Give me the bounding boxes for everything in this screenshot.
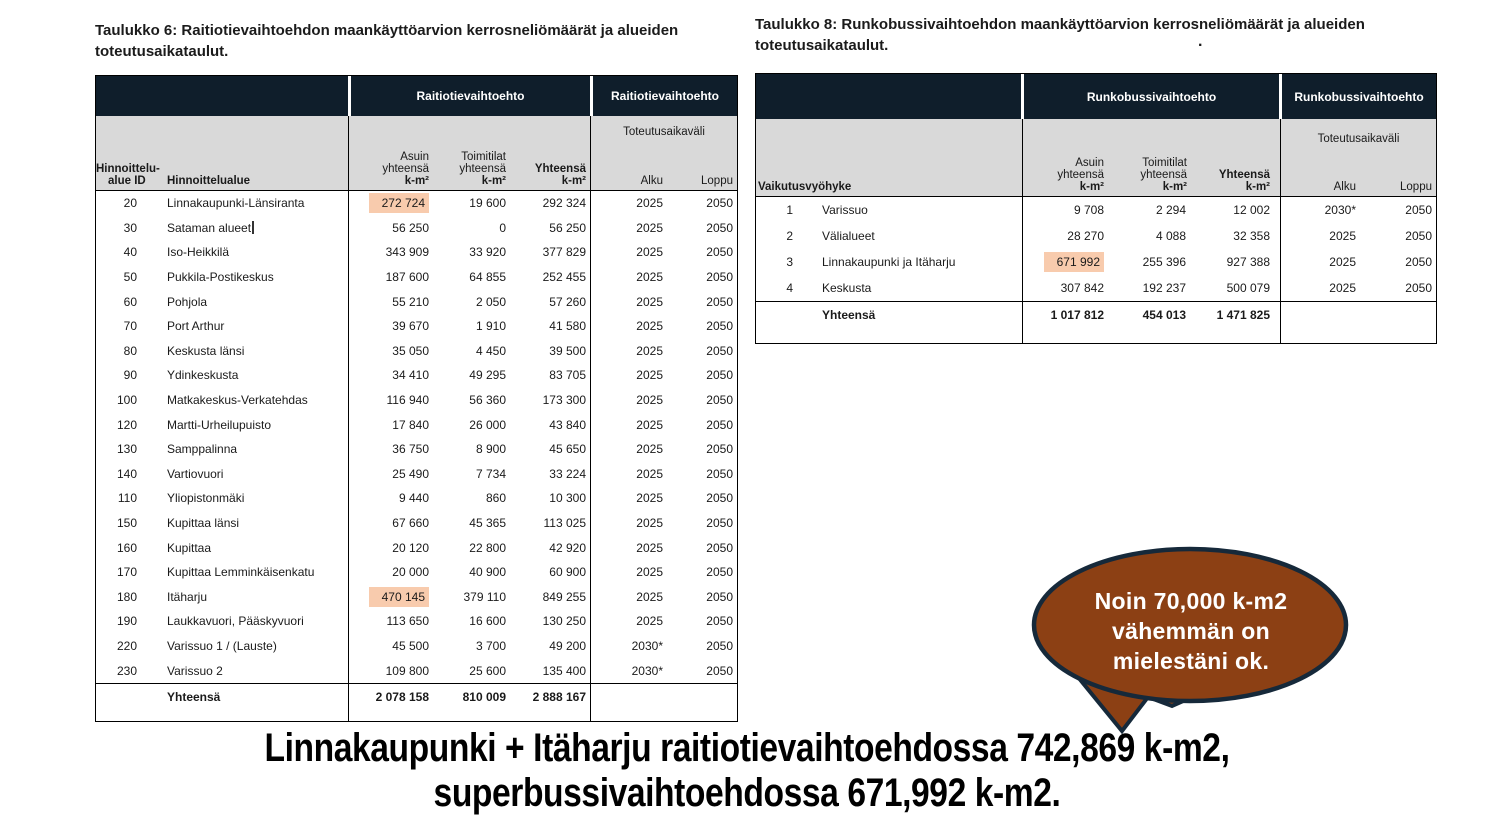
table-row xyxy=(96,216,737,241)
section-divider xyxy=(348,116,349,721)
cell-asuin: 9 440 xyxy=(398,491,429,506)
cell-area: Samppalinna xyxy=(167,442,238,457)
table6 xyxy=(95,75,738,722)
cell-id: 50 xyxy=(123,270,137,285)
cell-area: Itäharju xyxy=(167,589,208,604)
table8-title xyxy=(755,14,1415,56)
cell-area: Keskusta länsi xyxy=(167,343,245,358)
cell-id: 20 xyxy=(123,196,137,211)
cell-alku: 2025 xyxy=(636,417,663,432)
header-area: Vaikutusvyöhyke xyxy=(758,181,852,193)
cell-alku: 2025 xyxy=(636,491,663,506)
cell-yhteensa: 33 224 xyxy=(549,466,586,481)
cell-yhteensa: 41 580 xyxy=(549,319,586,334)
header-schedule-range: Toteutusaikaväli xyxy=(623,126,705,138)
cell-yhteensa: 12 002 xyxy=(1233,203,1270,217)
table6-title-line1: Taulukko 6: Raitiotievaihtoehdon maankäyttöarvion kerrosneliömäärät ja alueiden xyxy=(95,22,679,39)
cell-yhteensa: 130 250 xyxy=(542,614,586,629)
cell-yhteensa: 135 400 xyxy=(542,663,586,678)
table-row xyxy=(96,511,737,536)
band-spacer xyxy=(756,74,1021,119)
header-yhteensa: Yhteensä k-m² xyxy=(534,163,586,187)
cell-area: Keskusta xyxy=(822,281,872,295)
cell-area: Kupittaa länsi xyxy=(167,516,240,531)
header-loppu: Loppu xyxy=(1400,181,1432,193)
cell-asuin: 28 270 xyxy=(1067,229,1104,243)
cell-id: 160 xyxy=(116,540,137,555)
total-yhteensa: 1 471 825 xyxy=(1216,308,1270,322)
cell-asuin: 307 842 xyxy=(1060,281,1104,295)
cell-toimitilat: 25 600 xyxy=(469,663,506,678)
header-schedule-range: Toteutusaikaväli xyxy=(1317,133,1400,145)
cell-loppu: 2050 xyxy=(1405,203,1432,217)
cell-toimitilat: 22 800 xyxy=(469,540,506,555)
cell-toimitilat: 26 000 xyxy=(469,417,506,432)
table8 xyxy=(755,73,1437,344)
total-yhteensa: 2 888 167 xyxy=(532,689,586,704)
cell-id: 3 xyxy=(786,255,793,269)
cell-id: 170 xyxy=(116,565,137,580)
table8-header-band xyxy=(756,74,1436,119)
cell-id: 150 xyxy=(116,516,137,531)
cell-area: Linnakaupunki-Länsiranta xyxy=(167,196,305,211)
cell-id: 140 xyxy=(116,466,137,481)
table6-title-line2: toteutusaikataulut. xyxy=(95,43,229,60)
cell-asuin: 20 000 xyxy=(392,565,429,580)
cell-alku: 2030* xyxy=(1324,203,1356,217)
cell-id: 230 xyxy=(116,663,137,678)
cell-loppu: 2050 xyxy=(706,589,733,604)
table8-column-headers xyxy=(756,119,1436,197)
table-row xyxy=(96,658,737,683)
cell-alku: 2025 xyxy=(636,540,663,555)
table-row xyxy=(756,275,1436,301)
cell-toimitilat: 64 855 xyxy=(469,270,506,285)
cell-loppu: 2050 xyxy=(1405,281,1432,295)
cell-asuin: 35 050 xyxy=(392,343,429,358)
table-row xyxy=(96,486,737,511)
cell-area: Pohjola xyxy=(167,294,208,309)
cell-loppu: 2050 xyxy=(706,565,733,580)
table-row xyxy=(96,314,737,339)
cell-asuin: 272 724 xyxy=(347,196,434,210)
cell-area: Kupittaa xyxy=(167,540,212,555)
cell-loppu: 2050 xyxy=(706,417,733,432)
cell-toimitilat: 3 700 xyxy=(475,638,506,653)
cell-asuin: 9 708 xyxy=(1073,203,1104,217)
cell-asuin: 55 210 xyxy=(392,294,429,309)
cell-area: Vartiovuori xyxy=(167,466,224,481)
cell-asuin: 671 992 xyxy=(1021,255,1109,269)
table-row xyxy=(96,437,737,462)
cell-asuin: 343 909 xyxy=(385,245,429,260)
cell-yhteensa: 42 920 xyxy=(549,540,586,555)
cell-alku: 2025 xyxy=(636,516,663,531)
cell-asuin: 109 800 xyxy=(385,663,429,678)
cell-toimitilat: 4 088 xyxy=(1155,229,1186,243)
cell-id: 70 xyxy=(123,319,137,334)
cell-alku: 2030* xyxy=(631,663,663,678)
cell-yhteensa: 377 829 xyxy=(542,245,586,260)
cell-area: Port Arthur xyxy=(167,319,225,334)
cell-alku: 2025 xyxy=(636,319,663,334)
cell-alku: 2025 xyxy=(636,589,663,604)
table-row xyxy=(96,191,737,216)
cell-loppu: 2050 xyxy=(706,466,733,481)
cell-area: Yliopistonmäki xyxy=(167,491,245,506)
cell-area: Pukkila-Postikeskus xyxy=(167,270,274,285)
section-divider xyxy=(1280,119,1281,343)
cell-loppu: 2050 xyxy=(706,220,733,235)
cell-asuin: 67 660 xyxy=(392,516,429,531)
cell-area: Linnakaupunki ja Itäharju xyxy=(822,255,956,269)
header-alku: Alku xyxy=(1333,181,1356,193)
cell-id: 30 xyxy=(123,220,137,235)
table8-title-line2: toteutusaikataulut. xyxy=(755,37,889,54)
cell-loppu: 2050 xyxy=(706,368,733,383)
cell-loppu: 2050 xyxy=(706,270,733,285)
cell-loppu: 2050 xyxy=(706,540,733,555)
cell-loppu: 2050 xyxy=(706,638,733,653)
total-label: Yhteensä xyxy=(167,689,221,704)
table-row xyxy=(96,265,737,290)
cell-area: Iso-Heikkilä xyxy=(167,245,230,260)
cell-loppu: 2050 xyxy=(706,343,733,358)
cell-id: 110 xyxy=(117,491,137,506)
cell-id: 4 xyxy=(786,281,793,295)
header-toimitilat: Toimitilat yhteensä k-m² xyxy=(459,151,506,187)
cell-area: Matkakeskus-Verkatehdas xyxy=(167,393,308,408)
table-row xyxy=(96,339,737,364)
cell-alku: 2025 xyxy=(636,466,663,481)
table-row xyxy=(96,289,737,314)
bubble-line3: mielestäni ok. xyxy=(1112,648,1270,674)
cell-asuin: 36 750 xyxy=(392,442,429,457)
table6-column-headers xyxy=(96,116,737,191)
cell-id: 100 xyxy=(116,393,137,408)
cell-toimitilat: 33 920 xyxy=(469,245,506,260)
cell-area: Laukkavuori, Pääskyvuori xyxy=(167,614,304,629)
header-yhteensa: Yhteensä k-m² xyxy=(1218,169,1270,193)
band-spacer xyxy=(96,76,348,116)
band-label-main: Runkobussivaihtoehto xyxy=(1024,74,1279,119)
cell-alku: 2025 xyxy=(1329,255,1356,269)
section-divider xyxy=(1022,119,1023,343)
cell-toimitilat: 2 294 xyxy=(1155,203,1186,217)
cell-alku: 2025 xyxy=(636,294,663,309)
cell-area: Ydinkeskusta xyxy=(167,368,239,383)
cell-toimitilat: 49 295 xyxy=(469,368,506,383)
cell-toimitilat: 4 450 xyxy=(475,343,506,358)
table8-total-row xyxy=(756,301,1436,328)
cell-asuin: 187 600 xyxy=(385,270,429,285)
band-label-schedule: Runkobussivaihtoehto xyxy=(1282,74,1436,119)
total-asuin: 2 078 158 xyxy=(375,689,429,704)
band-label-schedule: Raitiotievaihtoehto xyxy=(593,76,737,116)
cell-yhteensa: 10 300 xyxy=(549,491,586,506)
cell-area: Martti-Urheilupuisto xyxy=(167,417,272,432)
cell-yhteensa: 57 260 xyxy=(549,294,586,309)
cell-alku: 2025 xyxy=(636,614,663,629)
table-row xyxy=(756,249,1436,275)
cell-loppu: 2050 xyxy=(706,491,733,506)
cell-toimitilat: 192 237 xyxy=(1142,281,1186,295)
cell-asuin: 34 410 xyxy=(392,368,429,383)
cell-area: Kupittaa Lemminkäisenkatu xyxy=(167,565,315,580)
cell-yhteensa: 292 324 xyxy=(542,196,586,211)
cell-loppu: 2050 xyxy=(1405,255,1432,269)
cell-id: 190 xyxy=(116,614,137,629)
footer-line2: superbussivaihtoehdossa 671,992 k-m2. xyxy=(433,771,1061,815)
table-row xyxy=(96,585,737,610)
header-loppu: Loppu xyxy=(701,175,733,187)
table-row xyxy=(96,412,737,437)
cell-loppu: 2050 xyxy=(706,442,733,457)
table-row xyxy=(96,609,737,634)
total-toimitilat: 810 009 xyxy=(462,689,506,704)
cell-loppu: 2050 xyxy=(706,393,733,408)
cell-yhteensa: 39 500 xyxy=(549,343,586,358)
cell-id: 90 xyxy=(123,368,137,383)
cell-yhteensa: 56 250 xyxy=(549,220,586,235)
table-row xyxy=(96,388,737,413)
table6-title xyxy=(95,20,715,62)
text-cursor xyxy=(252,221,254,234)
cell-alku: 2025 xyxy=(636,270,663,285)
cell-toimitilat: 0 xyxy=(499,220,506,235)
header-area: Hinnoittelualue xyxy=(167,175,251,187)
bubble-line1: Noin 70,000 k-m2 xyxy=(1094,588,1288,614)
cell-alku: 2025 xyxy=(636,368,663,383)
table-row xyxy=(96,363,737,388)
cell-loppu: 2050 xyxy=(706,294,733,309)
cell-id: 40 xyxy=(123,245,137,260)
cell-toimitilat: 7 734 xyxy=(475,466,506,481)
cell-yhteensa: 32 358 xyxy=(1233,229,1270,243)
cell-alku: 2025 xyxy=(1329,229,1356,243)
cell-toimitilat: 2 050 xyxy=(475,294,506,309)
cell-alku: 2025 xyxy=(636,442,663,457)
total-toimitilat: 454 013 xyxy=(1142,308,1186,322)
header-asuin: Asuin yhteensä k-m² xyxy=(1057,157,1104,193)
cell-asuin: 116 940 xyxy=(386,393,429,408)
cell-id: 130 xyxy=(116,442,137,457)
header-id: Hinnoittelu- alue ID xyxy=(96,163,160,187)
cell-alku: 2025 xyxy=(636,196,663,211)
cell-yhteensa: 927 388 xyxy=(1226,255,1270,269)
cell-area: Varissuo 1 / (Lauste) xyxy=(167,638,277,653)
cell-yhteensa: 83 705 xyxy=(549,368,586,383)
table6-total-row xyxy=(96,683,737,710)
table-row xyxy=(756,197,1436,223)
cell-yhteensa: 49 200 xyxy=(549,638,586,653)
total-label: Yhteensä xyxy=(822,308,876,322)
cell-asuin: 25 490 xyxy=(392,466,429,481)
cell-alku: 2025 xyxy=(636,220,663,235)
cell-toimitilat: 860 xyxy=(485,491,506,506)
cell-asuin: 20 120 xyxy=(392,540,429,555)
cell-area: Varissuo 2 xyxy=(167,663,223,678)
table6-rows xyxy=(96,191,737,683)
cell-area: Varissuo xyxy=(822,203,868,217)
cell-alku: 2030* xyxy=(631,638,663,653)
header-asuin: Asuin yhteensä k-m² xyxy=(382,151,429,187)
stray-period: . xyxy=(1198,33,1203,50)
cell-area: Välialueet xyxy=(822,229,875,243)
bubble-text xyxy=(1060,586,1322,676)
bubble-line2: vähemmän on xyxy=(1112,618,1270,644)
footer-line1: Linnakaupunki + Itäharju raitiotievaihtoehdossa 742,869 k-m2, xyxy=(264,726,1230,770)
cell-toimitilat: 40 900 xyxy=(469,565,506,580)
cell-id: 60 xyxy=(123,294,137,309)
cell-toimitilat: 1 910 xyxy=(475,319,506,334)
table-row xyxy=(96,535,737,560)
cell-toimitilat: 45 365 xyxy=(469,516,506,531)
footer-annotation xyxy=(120,726,1375,816)
cell-yhteensa: 500 079 xyxy=(1226,281,1270,295)
table-row xyxy=(756,223,1436,249)
cell-alku: 2025 xyxy=(636,565,663,580)
cell-loppu: 2050 xyxy=(706,196,733,211)
total-asuin: 1 017 812 xyxy=(1050,308,1104,322)
band-label-main: Raitiotievaihtoehto xyxy=(351,76,590,116)
header-toimitilat: Toimitilat yhteensä k-m² xyxy=(1140,157,1187,193)
cell-id: 220 xyxy=(116,638,137,653)
cell-alku: 2025 xyxy=(1329,281,1356,295)
cell-toimitilat: 255 396 xyxy=(1142,255,1186,269)
table-row xyxy=(96,240,737,265)
cell-asuin: 39 670 xyxy=(392,319,429,334)
table-row xyxy=(96,462,737,487)
cell-yhteensa: 849 255 xyxy=(542,589,586,604)
table-row xyxy=(96,634,737,659)
cell-yhteensa: 252 455 xyxy=(542,270,586,285)
cell-yhteensa: 113 025 xyxy=(543,516,586,531)
cell-id: 1 xyxy=(786,203,793,217)
cell-asuin: 470 145 xyxy=(347,590,434,604)
table6-header-band xyxy=(96,76,737,116)
cell-id: 2 xyxy=(786,229,793,243)
cell-area: Sataman alueet xyxy=(159,221,347,235)
cell-yhteensa: 173 300 xyxy=(542,393,586,408)
cell-asuin: 113 650 xyxy=(386,614,429,629)
cell-yhteensa: 43 840 xyxy=(549,417,586,432)
cell-toimitilat: 16 600 xyxy=(469,614,506,629)
cell-id: 180 xyxy=(116,589,137,604)
cell-yhteensa: 60 900 xyxy=(549,565,586,580)
cell-toimitilat: 379 110 xyxy=(463,589,506,604)
cell-loppu: 2050 xyxy=(706,319,733,334)
cell-loppu: 2050 xyxy=(706,614,733,629)
table8-title-line1: Taulukko 8: Runkobussivaihtoehdon maankäyttöarvion kerrosneliömäärät ja alueiden xyxy=(755,16,1365,33)
table-row xyxy=(96,560,737,585)
header-alku: Alku xyxy=(640,175,663,187)
cell-loppu: 2050 xyxy=(706,663,733,678)
section-divider xyxy=(590,116,591,721)
cell-asuin: 56 250 xyxy=(392,220,429,235)
cell-alku: 2025 xyxy=(636,343,663,358)
cell-alku: 2025 xyxy=(636,393,663,408)
cell-loppu: 2050 xyxy=(706,245,733,260)
cell-asuin: 17 840 xyxy=(392,417,429,432)
cell-alku: 2025 xyxy=(636,245,663,260)
cell-loppu: 2050 xyxy=(706,516,733,531)
table8-rows xyxy=(756,197,1436,301)
cell-asuin: 45 500 xyxy=(392,638,429,653)
cell-toimitilat: 56 360 xyxy=(469,393,506,408)
cell-toimitilat: 19 600 xyxy=(469,196,506,211)
cell-id: 80 xyxy=(123,343,137,358)
cell-toimitilat: 8 900 xyxy=(475,442,506,457)
cell-yhteensa: 45 650 xyxy=(549,442,586,457)
cell-id: 120 xyxy=(116,417,137,432)
cell-loppu: 2050 xyxy=(1405,229,1432,243)
